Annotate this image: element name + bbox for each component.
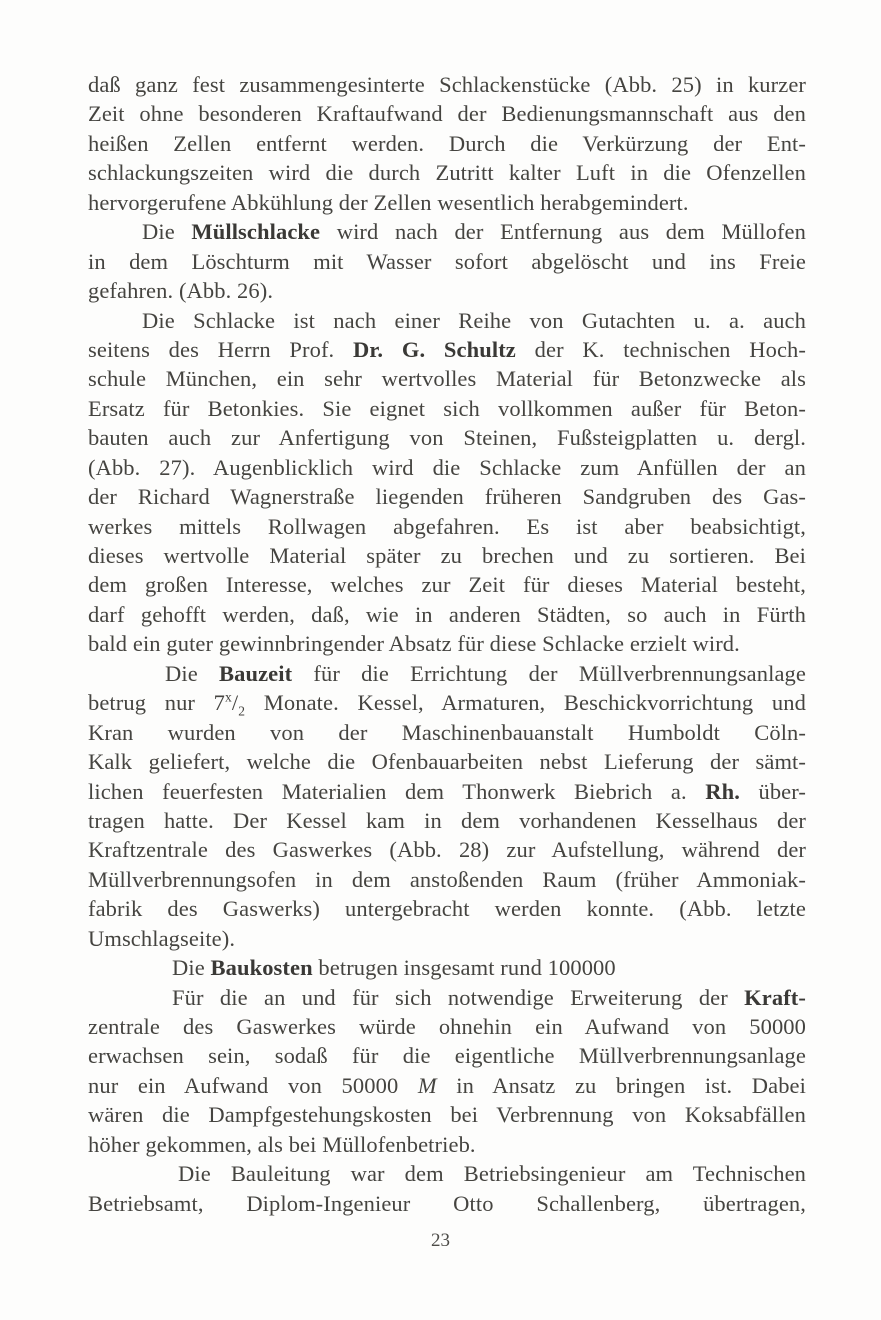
text-line (88, 570, 806, 599)
text-line (88, 953, 806, 982)
text-line (88, 924, 806, 953)
text-line (88, 1159, 806, 1188)
text-segment: nur ein Aufwand von 50000 (88, 1072, 418, 1098)
text-line (88, 718, 806, 747)
page-number: 23 (431, 1230, 450, 1251)
text-segment: (Abb. 27). Augenblicklich wird die Schlacke zum Anfüllen der an (88, 454, 806, 480)
text-segment: darf gehofft werden, daß, wie in anderen Städten, so auch in Fürth (88, 601, 806, 627)
text-line (88, 335, 806, 364)
text-line (88, 482, 806, 511)
text-line (88, 600, 806, 629)
text-line (88, 629, 806, 658)
text-segment: Kran wurden von der Maschinenbauanstalt Humboldt Cöln- (88, 719, 806, 745)
italic-text: M (417, 1072, 437, 1098)
text-segment: bald ein guter gewinnbringender Absatz für diese Schlacke erzielt wird. (88, 631, 740, 657)
text-segment: bauten auch zur Anfertigung von Steinen, Fußsteigplatten u. dergl. (88, 425, 806, 451)
text-segment: Die (165, 660, 220, 686)
bold-text: Rh. (705, 778, 740, 804)
text-segment: dieses wertvolle Material später zu brechen und zu sortieren. Bei (88, 543, 806, 568)
text-line (88, 188, 806, 217)
text-segment: lichen feuerfesten Materialien dem Thonwerk Biebrich a. (88, 778, 706, 804)
text-line (88, 512, 806, 541)
text-segment: erwachsen sein, sodaß für die eigentliche Müllverbrennungsanlage (88, 1043, 806, 1069)
text-segment: gefahren. (Abb. 26). (88, 278, 274, 304)
text-line (88, 247, 806, 276)
text-segment: seitens des Herrn Prof. (88, 336, 354, 362)
text-segment: Monate. Kessel, Armaturen, Beschickvorrichtung und (245, 690, 806, 716)
text-line (88, 453, 806, 482)
text-segment: für die Errichtung der Müllverbrennungsanlage (292, 660, 806, 686)
bold-text: Bauzeit (219, 660, 293, 686)
text-line (88, 659, 806, 688)
text-segment: der Richard Wagnerstraße liegenden früheren Sandgruben des Gas- (88, 484, 806, 510)
text-segment: höher gekommen, als bei Müllofenbetrieb. (88, 1131, 476, 1157)
bold-text: Kraft- (744, 984, 806, 1010)
bold-text: Dr. G. Schultz (353, 336, 516, 362)
text-segment: betrugen insgesamt rund 100000 (312, 955, 616, 981)
text-segment: Ersatz für Betonkies. Sie eignet sich vollkommen außer für Beton- (88, 395, 806, 421)
text-line (88, 747, 806, 776)
text-segment: Die Bauleitung war dem Betriebsingenieur am Technischen (178, 1161, 806, 1187)
text-segment: in Ansatz zu bringen ist. Dabei (436, 1072, 806, 1098)
text-segment: heißen Zellen entfernt werden. Durch die Verkürzung der Ent- (88, 130, 806, 156)
text-segment: wird nach der Entfernung aus dem Müllofen (320, 219, 806, 245)
text-line (88, 158, 806, 187)
text-segment: betrug nur 7 (88, 690, 226, 716)
text-segment: daß ganz fest zusammengesinterte Schlackenstücke (Abb. 25) in kurzer (88, 72, 806, 97)
text-line (88, 983, 806, 1012)
text-column (88, 70, 806, 1218)
text-line (88, 1071, 806, 1100)
text-line (88, 894, 806, 923)
text-segment: Umschlagseite). (88, 925, 236, 951)
text-line (88, 1130, 806, 1159)
text-segment: wären die Dampfgestehungskosten bei Verbrennung von Koksabfällen (88, 1102, 806, 1128)
text-segment: zentrale des Gaswerkes würde ohnehin ein Aufwand von 50000 (88, 1014, 806, 1039)
text-line (88, 1189, 806, 1218)
text-line (88, 1100, 806, 1129)
text-line (88, 129, 806, 158)
text-segment: über- (739, 778, 806, 804)
text-segment: Kraftzentrale des Gaswerkes (Abb. 28) zur Aufstellung, während der (88, 837, 806, 863)
text-segment: 2 (238, 703, 246, 718)
text-segment: Müllverbrennungsofen in dem anstoßenden Raum (früher Ammoniak- (88, 866, 806, 892)
text-segment: fabrik des Gaswerks) untergebracht werden konnte. (Abb. letzte (88, 896, 806, 922)
text-line (88, 806, 806, 835)
text-line (88, 688, 806, 717)
text-segment: dem großen Interesse, welches zur Zeit für dieses Material besteht, (88, 572, 806, 598)
text-line (88, 70, 806, 99)
text-line (88, 1041, 806, 1070)
text-line (88, 1012, 806, 1041)
text-segment: Die (142, 219, 192, 245)
text-segment: / (231, 690, 239, 716)
text-segment: werkes mittels Rollwagen abgefahren. Es ist aber beabsichtigt, (88, 513, 806, 539)
bold-text: Müllschlacke (191, 219, 321, 245)
text-line (88, 364, 806, 393)
text-segment: schlackungszeiten wird die durch Zutritt kalter Luft in die Ofenzellen (88, 160, 806, 186)
text-line (88, 835, 806, 864)
text-segment: x (225, 689, 232, 705)
text-segment: hervorgerufene Abkühlung der Zellen wesentlich herabgemindert. (88, 189, 689, 215)
text-segment: Zeit ohne besonderen Kraftaufwand der Bedienungsmannschaft aus den (88, 101, 806, 127)
text-segment: Die (172, 955, 211, 981)
text-line (88, 394, 806, 423)
text-line (88, 306, 806, 335)
text-segment: Für die an und für sich notwendige Erweiterung der (172, 984, 745, 1010)
text-line (88, 865, 806, 894)
text-line (88, 541, 806, 570)
text-segment: Betriebsamt, Diplom-Ingenieur Otto Schallenberg, übertragen, (88, 1190, 806, 1216)
bold-text: Baukosten (210, 955, 313, 981)
text-line (88, 423, 806, 452)
text-line (88, 99, 806, 128)
text-segment: in dem Löschturm mit Wasser sofort abgelöscht und ins Freie (88, 248, 806, 274)
text-segment: der K. technischen Hoch- (515, 336, 806, 362)
text-segment: Kalk geliefert, welche die Ofenbauarbeiten nebst Lieferung der sämt- (88, 749, 806, 775)
text-line (88, 777, 806, 806)
text-line (88, 276, 806, 305)
text-segment: Die Schlacke ist nach einer Reihe von Gutachten u. a. auch (142, 307, 806, 333)
text-line (88, 217, 806, 246)
text-segment: tragen hatte. Der Kessel kam in dem vorhandenen Kesselhaus der (88, 807, 806, 833)
text-segment: schule München, ein sehr wertvolles Material für Betonzwecke als (88, 366, 806, 392)
